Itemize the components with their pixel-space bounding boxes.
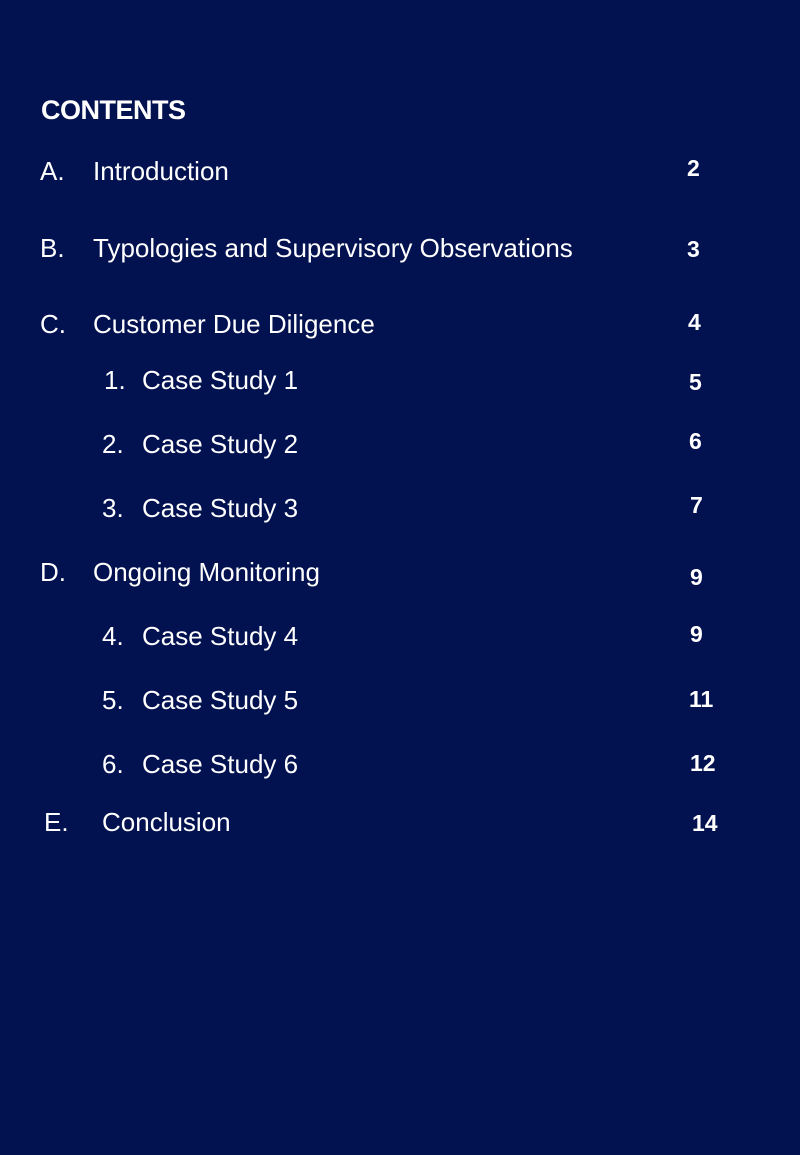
toc-page-number: 14 bbox=[692, 810, 718, 836]
toc-marker: 3. bbox=[102, 493, 124, 523]
toc-marker: A. bbox=[40, 156, 65, 186]
toc-page-number: 6 bbox=[689, 428, 702, 454]
toc-marker: E. bbox=[44, 807, 69, 837]
toc-entry-case-study-6[interactable] bbox=[0, 744, 800, 784]
toc-entry-customer-due-diligence[interactable] bbox=[0, 304, 800, 344]
toc-marker: B. bbox=[40, 233, 65, 263]
toc-marker: 2. bbox=[102, 429, 124, 459]
toc-label: Customer Due Diligence bbox=[93, 309, 375, 339]
toc-entry-introduction[interactable] bbox=[0, 151, 800, 191]
toc-page-number: 5 bbox=[689, 369, 702, 395]
toc-label: Case Study 6 bbox=[142, 749, 299, 779]
toc-label: Case Study 1 bbox=[142, 365, 299, 395]
contents-title: CONTENTS bbox=[41, 95, 186, 125]
toc-page-number: 9 bbox=[690, 564, 703, 590]
toc-label: Conclusion bbox=[102, 807, 231, 837]
toc-label: Introduction bbox=[93, 156, 229, 186]
toc-page-number: 12 bbox=[690, 750, 716, 776]
toc-entry-case-study-2[interactable] bbox=[0, 424, 800, 464]
toc-entry-case-study-4[interactable] bbox=[0, 616, 800, 656]
toc-label: Case Study 2 bbox=[142, 429, 299, 459]
toc-entry-typologies[interactable] bbox=[0, 228, 800, 268]
toc-label: Case Study 4 bbox=[142, 621, 299, 651]
toc-entry-case-study-1[interactable] bbox=[0, 360, 800, 400]
toc-entry-case-study-5[interactable] bbox=[0, 680, 800, 720]
toc-label: Case Study 5 bbox=[142, 685, 299, 715]
toc-marker: C. bbox=[40, 309, 66, 339]
toc-label: Ongoing Monitoring bbox=[93, 557, 320, 587]
toc-label: Typologies and Supervisory Observations bbox=[93, 233, 573, 263]
toc-marker: 5. bbox=[102, 685, 124, 715]
toc-page-number: 9 bbox=[690, 621, 703, 647]
toc-entry-case-study-3[interactable] bbox=[0, 488, 800, 528]
toc-marker: 1. bbox=[104, 365, 126, 395]
toc-marker: 4. bbox=[102, 621, 124, 651]
toc-marker: 6. bbox=[102, 749, 124, 779]
toc-entry-ongoing-monitoring[interactable] bbox=[0, 552, 800, 592]
toc-label: Case Study 3 bbox=[142, 493, 299, 523]
toc-page-number: 11 bbox=[689, 686, 714, 712]
toc-entry-conclusion[interactable] bbox=[0, 802, 800, 842]
toc-page-number: 2 bbox=[687, 155, 700, 181]
toc-page-number: 4 bbox=[688, 309, 701, 335]
toc-marker: D. bbox=[40, 557, 66, 587]
toc-page-number: 3 bbox=[687, 236, 700, 262]
toc-page-number: 7 bbox=[690, 492, 703, 518]
